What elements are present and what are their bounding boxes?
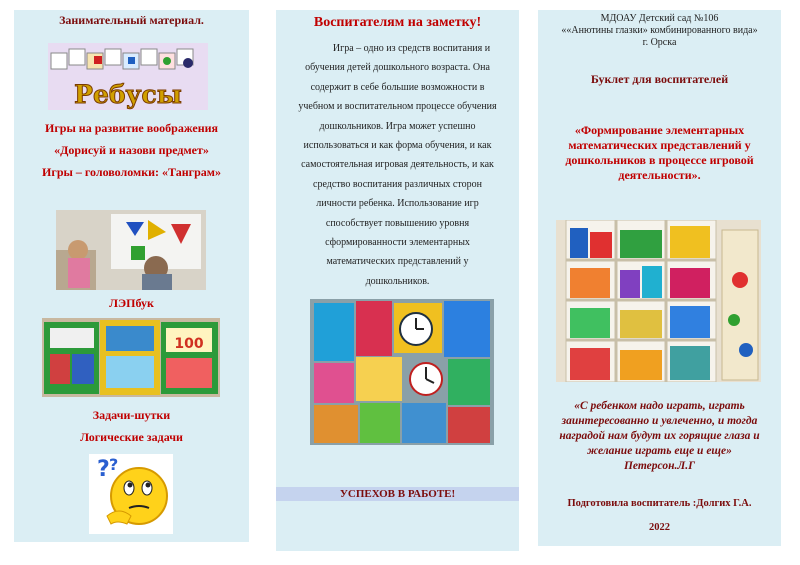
left-line-1: Игры на развитие воображения: [44, 121, 219, 135]
body-line: способствует повышению уровня: [325, 217, 470, 229]
quote-line: желание играть еще и еще»: [587, 445, 732, 457]
body-line: дошкольников. Игра может успешно: [319, 120, 476, 132]
org-line-1: МДОАУ Детский сад №106: [600, 13, 719, 24]
lapbook-photo: [42, 318, 220, 397]
rebus-word: Ребусы: [74, 80, 182, 109]
left-heading: Занимательный материал.: [59, 13, 204, 27]
body-line: средство воспитания различных сторон: [313, 178, 482, 190]
middle-footer: УСПЕХОВ В РАБОТЕ!: [339, 488, 456, 500]
left-line-5: Логические задачи: [80, 430, 183, 444]
body-line: личности ребенка. Использование игр: [316, 198, 479, 210]
books-photo: [310, 299, 494, 445]
rebus-image: [48, 43, 208, 110]
title-line: деятельности».: [618, 168, 701, 182]
title-line: дошкольников в процессе игровой: [565, 153, 754, 167]
left-panel: [14, 10, 249, 542]
svg-text:?: ?: [97, 457, 110, 482]
org-block: [538, 13, 781, 49]
prepared-by: Подготовила воспитатель :Долгих Г.А.: [567, 498, 752, 509]
lapbook-number: 100: [174, 336, 204, 352]
body-line: содержит в себе большие возможности в: [310, 81, 485, 93]
body-line: Игра – одно из средств воспитания и: [332, 43, 491, 54]
booklet-label: Буклет для воспитателей: [590, 72, 729, 86]
thinking-smiley-icon: [89, 454, 173, 534]
quote-line: «С ребенком надо играть, играть: [574, 400, 745, 412]
booklet-title: [538, 123, 781, 183]
middle-body: [276, 39, 519, 291]
body-line: математических представлений у: [326, 256, 469, 268]
body-line: дошкольников.: [365, 275, 430, 287]
body-line: самостоятельная игровая деятельность, и как: [301, 159, 494, 171]
body-line: сформированности элементарных: [325, 237, 470, 249]
right-panel: [538, 10, 781, 546]
title-line: математических представлений у: [568, 138, 751, 152]
shelves-photo: [556, 220, 761, 382]
quote-block: [538, 399, 781, 474]
body-line: учебном и воспитательном процессе обучения: [298, 101, 497, 113]
org-line-3: г. Орска: [642, 37, 677, 48]
left-line-3: Игры – головоломки: «Танграм»: [42, 165, 221, 179]
lapbook-label: ЛЭПбук: [109, 296, 154, 310]
body-line: обучения детей дошкольного возраста. Она: [305, 62, 490, 74]
left-line-2: «Дорисуй и назови предмет»: [54, 143, 209, 157]
quote-line: наградой нам будут их горящие глаза и: [559, 430, 760, 442]
quote-author: Петерсон.Л.Г: [623, 460, 696, 472]
middle-heading: Воспитателям на заметку!: [313, 15, 482, 30]
year: 2022: [649, 522, 670, 533]
body-line: использоваться и как форма обучения, и как: [303, 140, 492, 152]
org-line-2: ««Анютины глазки» комбинированного вида»: [561, 25, 758, 36]
middle-panel: [276, 10, 519, 551]
svg-text:?: ?: [109, 455, 119, 474]
left-line-4: Задачи-шутки: [92, 408, 171, 422]
quote-line: заинтересованно и увлеченно, и тогда: [561, 415, 758, 427]
title-line: «Формирование элементарных: [574, 123, 745, 137]
tangram-photo: [56, 210, 206, 290]
